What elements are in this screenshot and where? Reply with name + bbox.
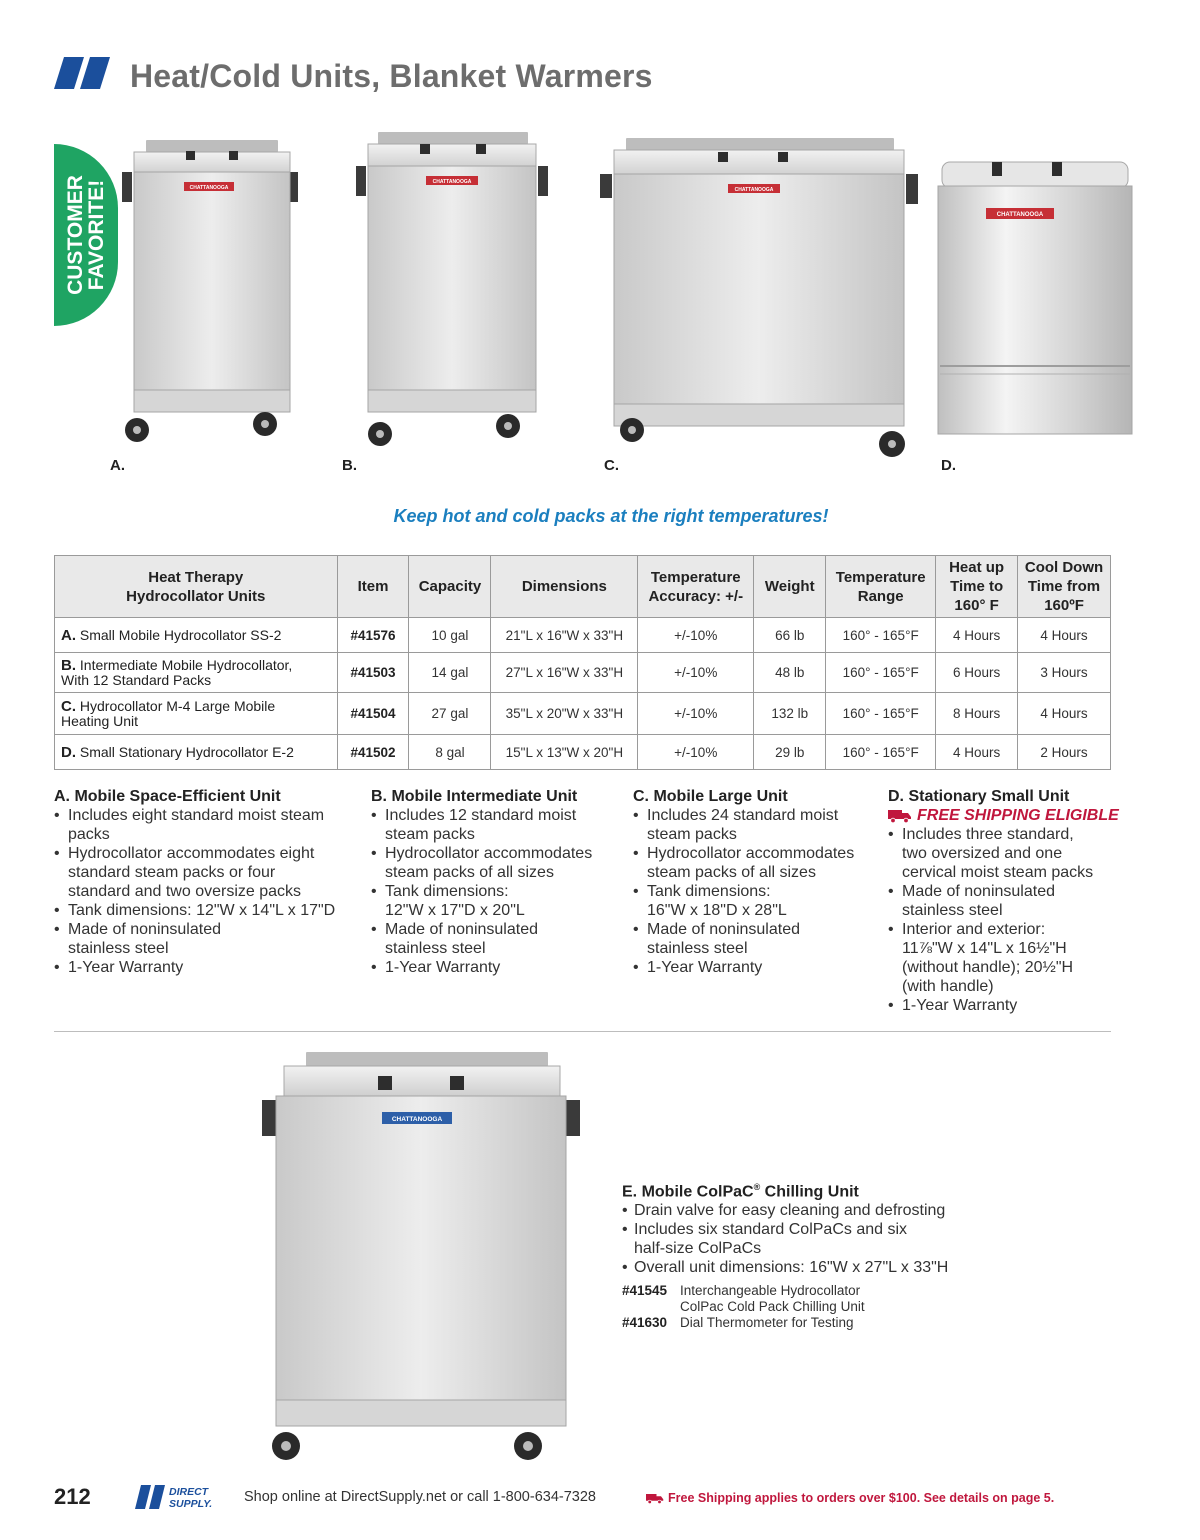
row-heat-up: 4 Hours	[936, 735, 1018, 770]
col-header-name: Heat Therapy Hydrocollator Units	[55, 556, 338, 618]
list-item: • Includes three standard, two oversized and one cervical moist steam packs	[888, 825, 1098, 882]
col-header-heat-up: Heat up Time to 160° F	[936, 556, 1018, 618]
product-image-c	[600, 136, 918, 462]
table-row	[55, 653, 1111, 693]
description-b	[371, 787, 611, 977]
footer-shop-text: Shop online at DirectSupply.net or call 1-800-634-7328	[244, 1489, 596, 1505]
brand-plate-a: CHATTANOOGA	[189, 185, 229, 191]
row-item-number: #41576	[337, 618, 409, 653]
row-accuracy: +/-10%	[638, 618, 754, 653]
row-dimensions: 27"L x 16"W x 33"H	[491, 653, 638, 693]
brand-plate-d: CHATTANOOGA	[996, 212, 1044, 218]
row-name: B. Intermediate Mobile Hydrocollator, With 12 Standard Packs	[55, 653, 338, 693]
image-label-b: B.	[342, 457, 357, 474]
list-item: • 1-Year Warranty	[633, 958, 873, 977]
svg-text:SUPPLY.: SUPPLY.	[169, 1498, 213, 1510]
row-name: A. Small Mobile Hydrocollator SS-2	[55, 618, 338, 653]
row-weight: 48 lb	[754, 653, 826, 693]
table-header-row	[55, 556, 1111, 618]
item-number: #41545	[622, 1283, 668, 1299]
row-cool-down: 4 Hours	[1018, 618, 1111, 653]
row-accuracy: +/-10%	[638, 693, 754, 735]
col-header-cool-down: Cool Down Time from 160ºF	[1018, 556, 1111, 618]
truck-icon	[646, 1493, 664, 1504]
col-header-accuracy: Temperature Accuracy: +/-	[638, 556, 754, 618]
image-label-d: D.	[941, 457, 956, 474]
row-capacity: 8 gal	[409, 735, 491, 770]
product-image-a	[122, 138, 302, 448]
description-d	[888, 787, 1128, 1015]
row-range: 160° - 165°F	[826, 653, 936, 693]
row-dimensions: 15"L x 13"W x 20"H	[491, 735, 638, 770]
list-item: • Tank dimensions: 12"W x 17"D x 20"L	[371, 882, 531, 920]
row-capacity: 10 gal	[409, 618, 491, 653]
list-item: • Includes 24 standard moist steam packs	[633, 806, 858, 844]
description-title-a: A. Mobile Space-Efficient Unit	[54, 788, 281, 805]
list-item: • Interior and exterior: 11⅞"W x 14"L x 16½"H (without handle); 20½"H (with handle)	[888, 920, 1074, 996]
product-image-b	[356, 130, 550, 450]
list-item: • 1-Year Warranty	[888, 996, 1128, 1015]
section-divider	[54, 1031, 1111, 1032]
table-row	[55, 618, 1111, 653]
spec-table	[54, 555, 1111, 770]
list-item: • Hydrocollator accommodates eight standard steam packs or four standard and two oversize packs	[54, 844, 334, 901]
row-dimensions: 35"L x 20"W x 33"H	[491, 693, 638, 735]
tagline: Keep hot and cold packs at the right temperatures!	[393, 506, 829, 526]
list-item: • Drain valve for easy cleaning and defrosting	[622, 1201, 1122, 1220]
truck-icon	[888, 809, 912, 823]
product-e-description	[622, 1178, 1122, 1331]
product-e-title: E. Mobile ColPaC® Chilling Unit	[622, 1182, 859, 1201]
list-item: • Hydrocollator accommodates steam packs of all sizes	[633, 844, 869, 882]
badge-line-1: CUSTOMER	[64, 175, 88, 295]
list-item: • 1-Year Warranty	[371, 958, 611, 977]
list-item: • Made of noninsulated stainless steel	[888, 882, 1068, 920]
row-item-number: #41502	[337, 735, 409, 770]
row-heat-up: 6 Hours	[936, 653, 1018, 693]
table-row	[55, 735, 1111, 770]
row-heat-up: 4 Hours	[936, 618, 1018, 653]
description-title-b: B. Mobile Intermediate Unit	[371, 788, 578, 805]
image-label-c: C.	[604, 457, 619, 474]
row-cool-down: 3 Hours	[1018, 653, 1111, 693]
row-capacity: 27 gal	[409, 693, 491, 735]
row-weight: 66 lb	[754, 618, 826, 653]
list-item: • Made of noninsulated stainless steel	[371, 920, 561, 958]
product-image-d	[934, 156, 1136, 438]
brand-plate-c: CHATTANOOGA	[734, 187, 774, 193]
list-item: • Tank dimensions: 12"W x 14"L x 17"D	[54, 901, 354, 920]
row-name: C. Hydrocollator M-4 Large Mobile Heating Unit	[55, 693, 338, 735]
list-item: • 1-Year Warranty	[54, 958, 354, 977]
direct-supply-logo	[133, 1484, 229, 1510]
row-heat-up: 8 Hours	[936, 693, 1018, 735]
row-range: 160° - 165°F	[826, 735, 936, 770]
svg-text:DIRECT: DIRECT	[169, 1486, 209, 1498]
row-cool-down: 4 Hours	[1018, 693, 1111, 735]
row-name: D. Small Stationary Hydrocollator E-2	[55, 735, 338, 770]
description-title-c: C. Mobile Large Unit	[633, 788, 788, 805]
list-item: • Includes 12 standard moist steam packs	[371, 806, 591, 844]
row-capacity: 14 gal	[409, 653, 491, 693]
page-title: Heat/Cold Units, Blanket Warmers	[130, 58, 653, 94]
free-shipping-badge	[888, 806, 1128, 825]
item-number: #41630	[622, 1315, 668, 1331]
row-item-number: #41503	[337, 653, 409, 693]
row-weight: 29 lb	[754, 735, 826, 770]
row-range: 160° - 165°F	[826, 618, 936, 653]
brand-plate-e: CHATTANOOGA	[391, 1116, 443, 1123]
col-header-range: Temperature Range	[826, 556, 936, 618]
list-item: • Includes eight standard moist steam packs	[54, 806, 354, 844]
list-item: • Tank dimensions: 16"W x 18"D x 28"L	[633, 882, 793, 920]
description-a	[54, 787, 354, 977]
col-header-weight: Weight	[754, 556, 826, 618]
image-label-a: A.	[110, 457, 125, 474]
item-row: #41545 Interchangeable Hydrocollator ColPac Cold Pack Chilling Unit	[622, 1283, 865, 1315]
free-shipping-text: FREE SHIPPING ELIGIBLE	[917, 807, 1119, 824]
list-item: • Includes six standard ColPaCs and six half-size ColPaCs	[622, 1220, 922, 1258]
list-item: • Made of noninsulated stainless steel	[633, 920, 823, 958]
row-accuracy: +/-10%	[638, 735, 754, 770]
row-item-number: #41504	[337, 693, 409, 735]
badge-line-2: FAVORITE!	[85, 179, 109, 291]
row-range: 160° - 165°F	[826, 693, 936, 735]
row-accuracy: +/-10%	[638, 653, 754, 693]
col-header-item: Item	[337, 556, 409, 618]
table-row	[55, 693, 1111, 735]
description-c	[633, 787, 873, 977]
col-header-dimensions: Dimensions	[491, 556, 638, 618]
item-row: #41630 Dial Thermometer for Testing	[622, 1315, 854, 1331]
footer-shipping-note: Free Shipping applies to orders over $100. See details on page 5.	[646, 1491, 1054, 1505]
row-weight: 132 lb	[754, 693, 826, 735]
product-image-e	[260, 1050, 582, 1464]
row-cool-down: 2 Hours	[1018, 735, 1111, 770]
list-item: • Overall unit dimensions: 16"W x 27"L x 33"H	[622, 1258, 1122, 1277]
description-title-d: D. Stationary Small Unit	[888, 788, 1070, 805]
page-number: 212	[54, 1484, 91, 1509]
brand-plate-b: CHATTANOOGA	[432, 179, 472, 185]
list-item: • Made of noninsulated stainless steel	[54, 920, 244, 958]
list-item: • Hydrocollator accommodates steam packs of all sizes	[371, 844, 607, 882]
brand-logo-icon	[54, 56, 112, 90]
col-header-capacity: Capacity	[409, 556, 491, 618]
row-dimensions: 21"L x 16"W x 33"H	[491, 618, 638, 653]
